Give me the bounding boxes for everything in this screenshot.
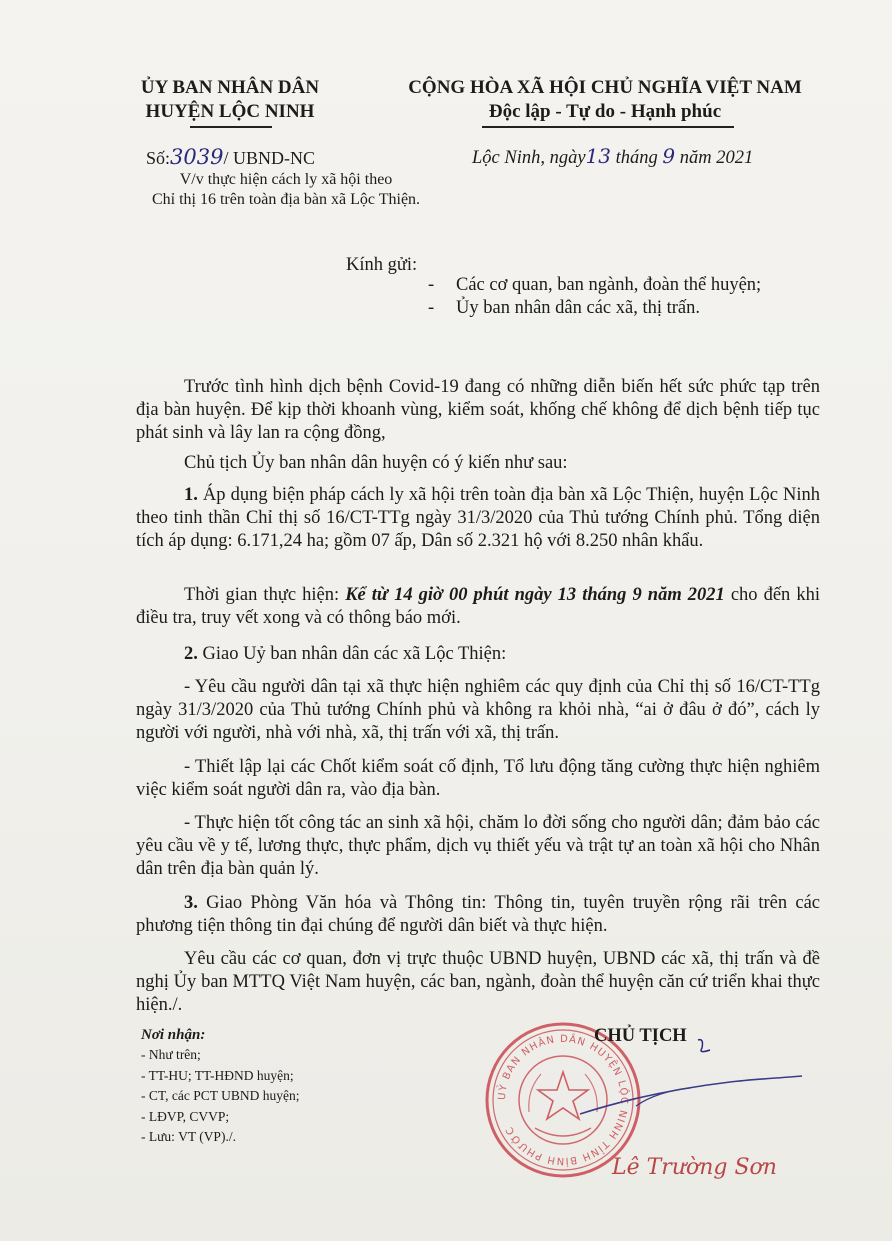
recipient-4: - LĐVP, CVVP; xyxy=(141,1108,230,1124)
doc-number-prefix: Số: xyxy=(146,148,171,168)
item-2-bullet-3: - Thực hiện tốt công tác an sinh xã hội, chăm lo đời sống cho người dân; đảm bảo các yêu cầu về y tế, lương thực, thực phẩm, dịch vụ thiết yếu và trật tự an toàn xã hội cho Nhân dân trên địa bàn quản lý. xyxy=(136,813,820,879)
item-1-paragraph xyxy=(136,484,820,553)
subject xyxy=(136,170,436,210)
date-day: 13 xyxy=(585,144,612,168)
recipient-2: - TT-HU; TT-HĐND huyện; xyxy=(141,1067,294,1083)
recipients-block xyxy=(141,1025,441,1148)
doc-number-handwritten: 3039 xyxy=(170,145,224,169)
time-suffix: cho đến khi điều tra, truy vết xong và có thông báo mới. xyxy=(136,585,821,628)
recipients-label: Nơi nhận: xyxy=(141,1027,206,1043)
subject-line1: V/v thực hiện cách ly xã hội theo xyxy=(179,171,393,188)
recipient-3: - CT, các PCT UBND huyện; xyxy=(141,1088,300,1103)
recipient-5: - Lưu: VT (VP)./. xyxy=(141,1129,236,1144)
national-motto-line: Độc lập - Tự do - Hạnh phúc xyxy=(488,101,722,122)
document-date xyxy=(472,145,812,170)
stamp-text: UỶ BAN NHÂN DÂN HUYỆN LỘC NINH TỈNH BÌNH PHƯỚC xyxy=(496,1033,630,1167)
motto-underline xyxy=(482,126,734,128)
item-3-number: 3. xyxy=(184,893,198,913)
doc-number-suffix: / UBND-NC xyxy=(223,148,315,168)
item-2-bullet-2: - Thiết lập lại các Chốt kiểm soát cố định, Tổ lưu động tăng cường thực hiện nghiêm việc kiểm soát người dân ra, vào địa bàn. xyxy=(136,757,820,800)
issuer-line2: HUYỆN LỘC NINH xyxy=(145,101,315,122)
item-2-number: 2. xyxy=(184,644,198,664)
national-motto xyxy=(396,76,814,124)
time-paragraph xyxy=(136,584,820,630)
item-3-paragraph xyxy=(136,892,820,938)
item-3-text: Giao Phòng Văn hóa và Thông tin: Thông tin, tuyên truyền rộng rãi trên các phương tiện thông tin đại chúng để người dân biết và thực hiện. xyxy=(136,893,821,936)
date-month-label: tháng xyxy=(615,148,658,168)
handwritten-signature xyxy=(540,1036,810,1126)
item-2-bullet-1: - Yêu cầu người dân tại xã thực hiện nghiêm các quy định của Chỉ thị số 16/CT-TTg ngày 31/3/2020 của Thủ tướng Chính phủ và không ra khỏi nhà, “ai ở đâu ở đó”, cách ly người với người, nhà với nhà, xã, thị trấn với xã, thị trấn. xyxy=(136,677,820,743)
time-emphasis: Kể từ 14 giờ 00 phút ngày 13 tháng 9 năm 2021 xyxy=(345,585,725,605)
signatory-title: CHỦ TỊCH xyxy=(594,1026,687,1046)
opinion-paragraph: Chủ tịch Ủy ban nhân dân huyện có ý kiến như sau: xyxy=(184,453,568,473)
item-1-number: 1. xyxy=(184,485,198,505)
addressee-item-1-text: Các cơ quan, ban ngành, đoàn thể huyện; xyxy=(456,275,762,295)
time-prefix: Thời gian thực hiện: xyxy=(184,585,340,605)
addressee-item-1: - Các cơ quan, ban ngành, đoàn thể huyện; xyxy=(428,275,762,295)
issuer-name xyxy=(132,76,328,124)
intro-paragraph: Trước tình hình dịch bệnh Covid-19 đang có những diễn biến hết sức phức tạp trên địa bàn huyện. Để kịp thời khoanh vùng, kiểm soát, khống chế không để dịch bệnh tiếp tục phát sinh và lây lan ra cộng đồng, xyxy=(136,377,820,443)
recipient-1: - Như trên; xyxy=(141,1047,201,1062)
item-2-paragraph xyxy=(136,643,820,666)
addressee-list xyxy=(428,274,808,320)
date-month: 9 xyxy=(662,144,676,168)
date-prefix: Lộc Ninh, ngày xyxy=(472,148,586,168)
issuer-underline xyxy=(190,126,272,128)
document-number xyxy=(146,146,386,170)
addressee-item-2: - Ủy ban nhân dân các xã, thị trấn. xyxy=(428,298,701,318)
national-title: CỘNG HÒA XÃ HỘI CHỦ NGHĨA VIỆT NAM xyxy=(408,77,802,98)
date-year: năm 2021 xyxy=(679,148,754,168)
item-1-text: Áp dụng biện pháp cách ly xã hội trên toàn địa bàn xã Lộc Thiện, huyện Lộc Ninh theo tinh thần Chỉ thị số 16/CT-TTg ngày 31/3/2020 của Thủ tướng Chính phủ. Tổng diện tích áp dụng: 6.171,24 ha; gồm 07 ấp, Dân số 2.321 hộ với 8.250 nhân khẩu. xyxy=(136,485,820,551)
issuer-line1: ỦY BAN NHÂN DÂN xyxy=(140,77,320,98)
closing-paragraph: Yêu cầu các cơ quan, đơn vị trực thuộc UBND huyện, UBND các xã, thị trấn và đề nghị Ủy ban MTTQ Việt Nam huyện, các ban, ngành, đoàn thể huyện căn cứ triển khai thực hiện./. xyxy=(136,949,820,1015)
subject-line2: Chỉ thị 16 trên toàn địa bàn xã Lộc Thiện. xyxy=(151,191,421,208)
item-2-text: Giao Uỷ ban nhân dân các xã Lộc Thiện: xyxy=(202,644,507,664)
addressee-item-2-text: Ủy ban nhân dân các xã, thị trấn. xyxy=(456,298,701,318)
signatory-name: Lê Trường Sơn xyxy=(612,1155,777,1180)
addressee-label: Kính gửi: xyxy=(346,255,418,275)
